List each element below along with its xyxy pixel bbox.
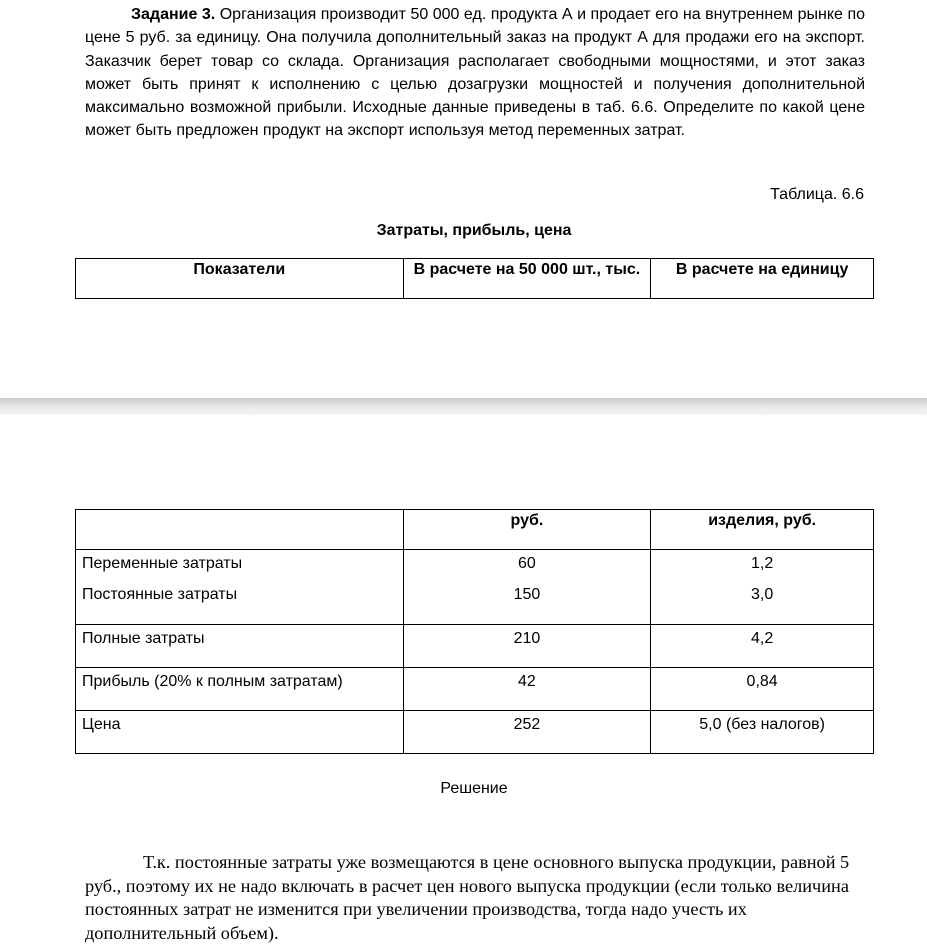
costs-table-header xyxy=(75,258,874,299)
row-label: Постоянные затраты xyxy=(76,585,404,625)
row-value-total: 60 xyxy=(403,550,651,586)
row-label: Полные затраты xyxy=(76,625,404,668)
table-caption: Таблица. 6.6 xyxy=(770,186,864,203)
costs-table-body xyxy=(75,509,874,754)
header-cell-per-unit: В расчете на единицу xyxy=(651,259,874,299)
task-heading: Задание 3. xyxy=(131,6,216,23)
row-value-total: 252 xyxy=(403,711,651,754)
row-value-unit: 5,0 (без налогов) xyxy=(651,711,874,754)
table-row xyxy=(76,585,874,625)
solution-heading: Решение xyxy=(440,780,508,797)
table-header-row xyxy=(76,259,874,299)
header-cell-per-unit-cont: изделия, руб. xyxy=(651,510,874,550)
row-value-unit: 3,0 xyxy=(651,585,874,625)
solution-paragraph: Т.к. постоянные затраты уже возмещаются в цене основного выпуска продукции, равной 5 руб., поэтому их не надо включать в расчет цен нового выпуска продукции (если только величина постоянных затрат не изменится при увеличении производства, тогда надо учесть их дополнительный объем). xyxy=(85,852,850,943)
table-row xyxy=(76,668,874,711)
row-label: Цена xyxy=(76,711,404,754)
row-value-unit: 0,84 xyxy=(651,668,874,711)
table-header-row-continued xyxy=(76,510,874,550)
table-title: Затраты, прибыль, цена xyxy=(376,222,572,239)
row-value-total: 42 xyxy=(403,668,651,711)
table-row xyxy=(76,711,874,754)
page-break-gap xyxy=(0,398,927,415)
task-text: Организация производит 50 000 ед. продукта А и продает его на внутреннем рынке по цене 5 руб. за единицу. Она получила дополнительный заказ на продукт А для продажи его на экспорт. Заказчик берет товар со склада. Организация располагает свободными мощностями, и этот заказ может быть принят к исполнению с целью дозагрузки мощностей и получения дополнительной максимально возможной прибыли. Исходные данные приведены в таб. 6.6. Определите по какой цене может быть предложен продукт на экспорт используя метод переменных затрат. xyxy=(85,6,866,140)
row-value-total: 150 xyxy=(403,585,651,625)
row-value-unit: 4,2 xyxy=(651,625,874,668)
header-cell-total: В расчете на 50 000 шт., тыс. xyxy=(403,259,651,299)
header-cell-indicators-cont xyxy=(76,510,404,550)
table-row xyxy=(76,625,874,668)
row-value-total: 210 xyxy=(403,625,651,668)
header-cell-total-cont: руб. xyxy=(403,510,651,550)
header-cell-indicators: Показатели xyxy=(76,259,404,299)
task-statement xyxy=(85,3,865,143)
row-label: Прибыль (20% к полным затратам) xyxy=(76,668,404,711)
row-value-unit: 1,2 xyxy=(651,550,874,586)
table-row xyxy=(76,550,874,586)
row-label: Переменные затраты xyxy=(76,550,404,586)
